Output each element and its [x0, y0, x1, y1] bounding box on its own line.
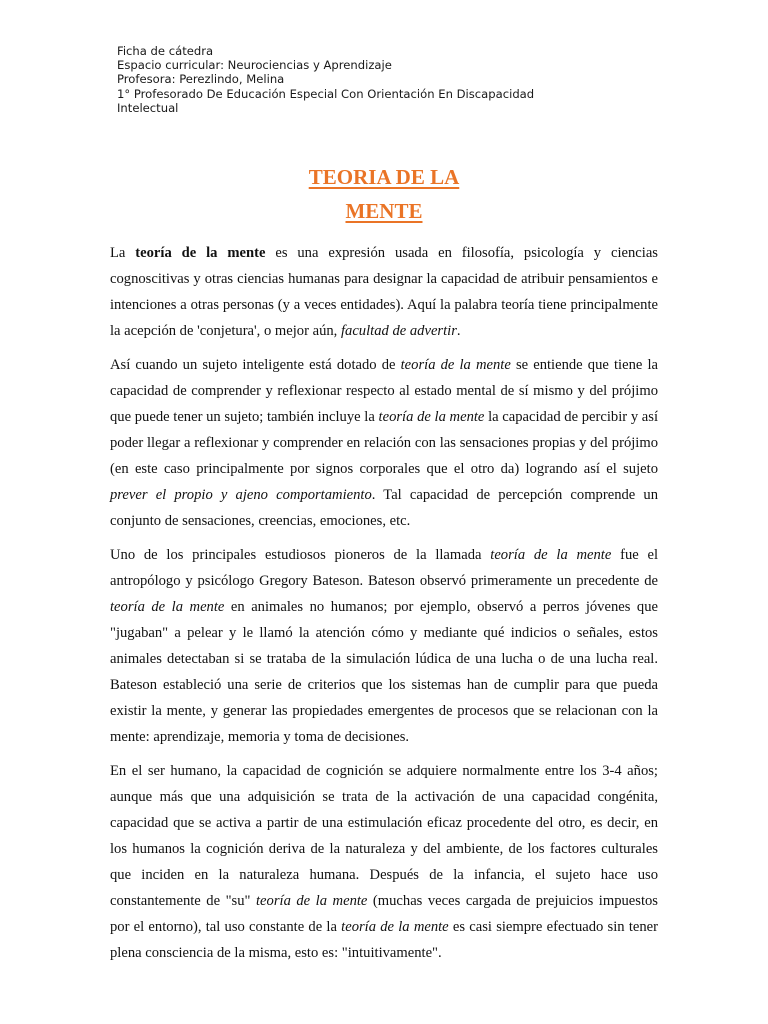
- p1-italic-1: facultad de advertir: [340, 323, 457, 339]
- title-line-2: MENTE: [345, 199, 423, 223]
- p1-text-2: es una expresión usada en filosofía, psicología y ciencias cognoscitivas y otras ciencias humanas para designar la capacidad de atribuir pensamientos e intenciones a otras personas (y a veces entidades). Aquí la palabra teoría tiene principalmente la acepción de 'conjetura', o mejor aún,: [110, 245, 658, 339]
- p4-italic-2: teoría de la mente: [341, 919, 449, 935]
- document-header: [117, 44, 677, 115]
- header-line-profesorado: 1° Profesorado De Educación Especial Con Orientación En Discapacidad: [117, 86, 535, 101]
- p2-text-2: se entiende que tiene la capacidad de comprender y reflexionar respecto al estado mental de sí mismo y del prójimo que puede tener un sujeto; también incluye la: [110, 357, 658, 425]
- p3-italic-1: teoría de la mente: [490, 547, 612, 563]
- paragraph-2: [110, 352, 658, 534]
- paragraph-3: [110, 542, 658, 750]
- p3-text-1: Uno de los principales estudiosos pioneros de la llamada: [110, 547, 491, 563]
- p3-italic-2: teoría de la mente: [110, 599, 225, 615]
- paragraph-4: [110, 758, 658, 966]
- p4-text-2: (muchas veces cargada de prejuicios impuestos por el entorno), tal uso constante de la: [110, 893, 658, 935]
- p4-italic-1: teoría de la mente: [256, 893, 368, 909]
- header-line-espacio: Espacio curricular: Neurociencias y Aprendizaje: [117, 58, 392, 73]
- p1-text-1: La: [110, 245, 136, 261]
- document-title: [0, 160, 768, 228]
- p4-text-3: es casi siempre efectuado sin tener plena consciencia de la misma, esto es: "intuitivamente".: [110, 919, 658, 961]
- p3-text-2: fue el antropólogo y psicólogo Gregory Bateson. Bateson observó primeramente un precedente de: [110, 547, 659, 589]
- title-line-1: TEORIA DE LA: [308, 165, 460, 189]
- p2-text-3: la capacidad de percibir y así poder llegar a reflexionar y comprender en relación con las sensaciones propias y del prójimo (en este caso principalmente por signos corporales que el otro da) logrando así el sujeto: [110, 409, 659, 477]
- header-line-profesora: Profesora: Perezlindo, Melina: [117, 72, 285, 87]
- p1-bold-term: teoría de la mente: [135, 245, 266, 261]
- p2-italic-2: teoría de la mente: [378, 409, 485, 425]
- document-body: [110, 240, 658, 974]
- p2-text-1: Así cuando un sujeto inteligente está dotado de: [110, 357, 401, 373]
- p2-text-4: . Tal capacidad de percepción comprende un conjunto de sensaciones, creencias, emociones, etc.: [110, 487, 659, 529]
- p4-text-1: En el ser humano, la capacidad de cognición se adquiere normalmente entre los 3-4 años; aunque más que una adquisición se trata de la activación de una capacidad congénita, capacidad que se activa a partir de una estimulación eficaz procedente del otro, es decir, en los humanos la cognición deriva de la naturaleza y del ambiente, de los factores culturales que inciden en la naturaleza humana. Después de la infancia, el sujeto hace uso constantemente de "su": [110, 763, 658, 909]
- paragraph-1: [110, 240, 658, 344]
- p1-text-3: .: [456, 323, 461, 339]
- p2-italic-1: teoría de la mente: [400, 357, 511, 373]
- p3-text-3: en animales no humanos; por ejemplo, observó a perros jóvenes que "jugaban" a pelear y le llamó la atención cómo y mediante qué indicios o señales, estos animales detectaban si se trataba de la simulación lúdica de una lucha o de una lucha real. Bateson estableció una serie de criterios que los sistemas han de cumplir para que pueda existir la mente, y generar las propiedades emergentes de procesos que se relacionan con la mente: aprendizaje, memoria y toma de decisiones.: [110, 599, 658, 745]
- p2-italic-3: prever el propio y ajeno comportamiento: [110, 487, 372, 503]
- header-line-ficha: Ficha de cátedra: [117, 44, 214, 58]
- header-line-intelectual: Intelectual: [117, 100, 179, 115]
